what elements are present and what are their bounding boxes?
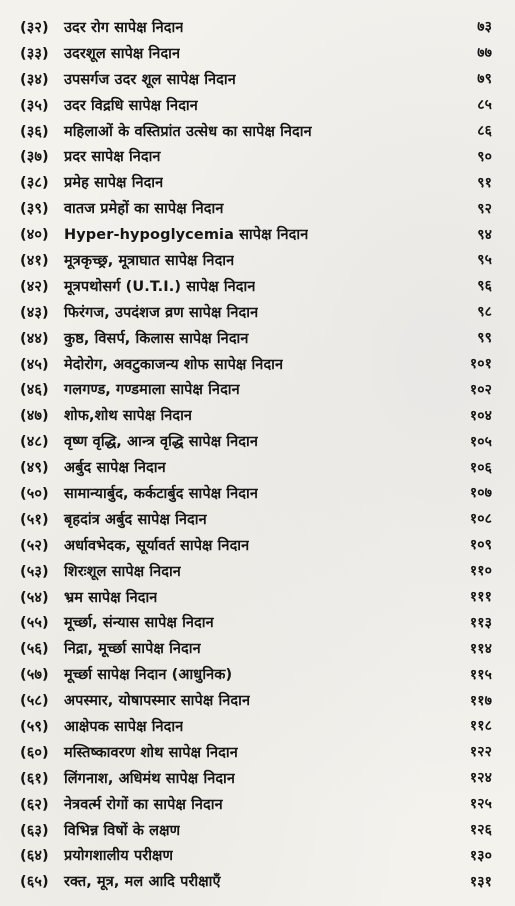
toc-entry-number: (६०) bbox=[20, 744, 49, 761]
toc-entry bbox=[20, 195, 500, 221]
toc-entry-page-number: ९९ bbox=[477, 330, 492, 347]
toc-entry-number: (५३) bbox=[20, 563, 49, 580]
toc-entry-page-number: ७३ bbox=[477, 19, 492, 36]
toc-entry-title: बृहदांत्र अर्बुद सापेक्ष निदान bbox=[64, 511, 207, 528]
toc-entry-number: (४५) bbox=[20, 356, 49, 373]
toc-entry-title: आक्षेपक सापेक्ष निदान bbox=[64, 718, 184, 735]
toc-entry-page-number: ७९ bbox=[477, 71, 492, 88]
toc-entry-number: (६५) bbox=[20, 874, 49, 891]
toc-entry bbox=[20, 428, 500, 454]
toc-entry-heading bbox=[20, 69, 236, 89]
toc-entry-page-number: १०२ bbox=[469, 381, 492, 398]
toc-entry-title: वृष्ण वृद्धि, आन्त्र वृद्धि सापेक्ष निदान bbox=[64, 434, 258, 451]
toc-entry-page-number: ११० bbox=[469, 563, 492, 580]
toc-entry-title: अपस्मार, योषापस्मार सापेक्ष निदान bbox=[64, 693, 251, 710]
toc-entry-number: (६१) bbox=[20, 770, 49, 787]
toc-entry-title: प्रमेह सापेक्ष निदान bbox=[64, 175, 164, 192]
toc-entry-page-number: १११ bbox=[469, 589, 492, 606]
toc-entry-title: रक्त, मूत्र, मल आदि परीक्षाएँ bbox=[64, 874, 221, 891]
toc-entry-page-number: १०८ bbox=[469, 511, 492, 528]
toc-entry bbox=[20, 14, 500, 40]
toc-entry bbox=[20, 739, 500, 765]
toc-entry bbox=[20, 143, 500, 169]
toc-entry-page-number: ९४ bbox=[477, 226, 492, 243]
toc-entry-page-number: ११३ bbox=[469, 614, 492, 631]
toc-entry-title: मेदोरोग, अवटुकाजन्य शोफ सापेक्ष निदान bbox=[64, 356, 284, 373]
toc-entry-title: प्रयोगशालीय परीक्षण bbox=[64, 848, 174, 865]
toc-entry-title: फिरंगज, उपदंशज व्रण सापेक्ष निदान bbox=[64, 304, 259, 321]
toc-entry-number: (४७) bbox=[20, 408, 49, 425]
toc-entry bbox=[20, 273, 500, 299]
toc-entry-heading bbox=[20, 354, 283, 374]
toc-entry bbox=[20, 661, 500, 687]
toc-entry-title: निद्रा, मूर्च्छा सापेक्ष निदान bbox=[64, 641, 201, 658]
toc-entry-title: विभिन्न विषों के लक्षण bbox=[64, 822, 181, 839]
toc-entry bbox=[20, 92, 500, 118]
toc-entry-heading bbox=[20, 587, 157, 607]
toc-entry-title: शिरःशूल सापेक्ष निदान bbox=[64, 563, 181, 580]
toc-entry-page-number: १३१ bbox=[469, 873, 492, 890]
toc-entry-number: (३९) bbox=[20, 201, 49, 218]
toc-entry bbox=[20, 169, 500, 195]
toc-entry-heading bbox=[20, 43, 180, 63]
toc-entry bbox=[20, 868, 500, 894]
toc-entry bbox=[20, 325, 500, 351]
toc-entry-page-number: ९५ bbox=[477, 252, 492, 269]
toc-entry-number: (५०) bbox=[20, 485, 49, 502]
toc-entry-title: भ्रम सापेक्ष निदान bbox=[64, 589, 158, 606]
toc-entry-title: शोफ,शोथ सापेक्ष निदान bbox=[64, 408, 193, 425]
toc-entry-number: (४६) bbox=[20, 382, 49, 399]
toc-entry-heading bbox=[20, 612, 214, 632]
toc-entry-number: (६३) bbox=[20, 822, 49, 839]
toc-entry-title: उदर विद्रधि सापेक्ष निदान bbox=[64, 97, 198, 114]
toc-entry-page-number: ८५ bbox=[477, 97, 492, 114]
table-of-contents bbox=[20, 14, 500, 894]
toc-entry-heading bbox=[20, 121, 312, 141]
toc-entry-number: (४९) bbox=[20, 460, 49, 477]
toc-entry-heading bbox=[20, 742, 238, 762]
toc-entry-page-number: ९८ bbox=[477, 304, 492, 321]
toc-entry-number: (४८) bbox=[20, 434, 49, 451]
toc-entry-title: मूर्च्छा, संन्यास सापेक्ष निदान bbox=[64, 615, 214, 632]
toc-entry bbox=[20, 532, 500, 558]
toc-entry-number: (३३) bbox=[20, 45, 49, 62]
toc-entry-page-number: १२५ bbox=[469, 796, 492, 813]
toc-entry-title: मूर्च्छा सापेक्ष निदान (आधुनिक) bbox=[64, 667, 233, 684]
toc-entry-number: (५६) bbox=[20, 641, 49, 658]
toc-entry bbox=[20, 221, 500, 247]
toc-entry-title: कुष्ठ, विसर्प, किलास सापेक्ष निदान bbox=[64, 330, 249, 347]
toc-entry bbox=[20, 817, 500, 843]
toc-entry-number: (५२) bbox=[20, 537, 49, 554]
toc-entry-page-number: ९६ bbox=[477, 278, 492, 295]
toc-entry-heading bbox=[20, 664, 232, 684]
toc-entry-number: (५५) bbox=[20, 615, 49, 632]
toc-entry-title: उदरशूल सापेक्ष निदान bbox=[64, 45, 181, 62]
toc-entry-title: उपसर्गज उदर शूल सापेक्ष निदान bbox=[64, 71, 236, 88]
toc-entry-page-number: १०५ bbox=[469, 433, 492, 450]
toc-entry-heading bbox=[20, 638, 201, 658]
toc-entry-heading bbox=[20, 224, 308, 244]
toc-entry-heading bbox=[20, 716, 183, 736]
toc-entry-heading bbox=[20, 871, 221, 891]
toc-entry-title: मूत्रपथोसर्ग (U.T.I.) सापेक्ष निदान bbox=[64, 278, 256, 295]
toc-entry-number: (४०) bbox=[20, 227, 49, 244]
toc-entry bbox=[20, 40, 500, 66]
toc-entry bbox=[20, 118, 500, 144]
toc-entry-number: (३५) bbox=[20, 97, 49, 114]
toc-entry-number: (३७) bbox=[20, 149, 49, 166]
toc-entry-number: (६२) bbox=[20, 796, 49, 813]
toc-entry-title: Hyper-hypoglycemia सापेक्ष निदान bbox=[64, 227, 309, 244]
toc-entry-title: लिंगनाश, अधिमंथ सापेक्ष निदान bbox=[64, 770, 236, 787]
toc-entry-page-number: ११४ bbox=[469, 640, 492, 657]
toc-entry-heading bbox=[20, 405, 192, 425]
toc-entry-heading bbox=[20, 509, 207, 529]
toc-entry-number: (५१) bbox=[20, 511, 49, 528]
toc-entry-page-number: ११५ bbox=[469, 666, 492, 683]
toc-entry-number: (३२) bbox=[20, 19, 49, 36]
toc-entry-heading bbox=[20, 768, 235, 788]
toc-entry-page-number: १२४ bbox=[469, 770, 492, 787]
toc-entry-page-number: १२२ bbox=[469, 744, 492, 761]
toc-entry-page-number: ८६ bbox=[477, 123, 492, 139]
toc-entry-title: महिलाओं के वस्तिप्रांत उत्सेध का सापेक्ष निदान bbox=[64, 123, 312, 140]
toc-entry-heading bbox=[20, 561, 181, 581]
toc-entry bbox=[20, 609, 500, 635]
toc-entry-heading bbox=[20, 535, 249, 555]
toc-entry-number: (४१) bbox=[20, 252, 49, 269]
toc-entry-page-number: ७७ bbox=[477, 45, 492, 62]
toc-entry-page-number: १०१ bbox=[469, 356, 492, 373]
toc-entry-page-number: ९२ bbox=[477, 200, 492, 217]
toc-entry bbox=[20, 843, 500, 869]
toc-entry bbox=[20, 376, 500, 402]
toc-entry-title: उदर रोग सापेक्ष निदान bbox=[64, 19, 184, 36]
toc-entry bbox=[20, 791, 500, 817]
toc-entry-page-number: ९१ bbox=[477, 174, 492, 191]
toc-entry-heading bbox=[20, 483, 258, 503]
toc-entry bbox=[20, 247, 500, 273]
toc-entry-number: (५४) bbox=[20, 589, 49, 606]
toc-entry bbox=[20, 402, 500, 428]
toc-entry bbox=[20, 713, 500, 739]
toc-entry-number: (५९) bbox=[20, 718, 49, 735]
toc-entry-title: अर्धावभेदक, सूर्यावर्त सापेक्ष निदान bbox=[64, 537, 250, 554]
toc-entry-heading bbox=[20, 172, 163, 192]
toc-entry-title: मूत्रकृच्छ्र, मूत्राघात सापेक्ष निदान bbox=[64, 252, 235, 269]
toc-entry bbox=[20, 454, 500, 480]
toc-entry-title: सामान्यार्बुद, कर्कटार्बुद सापेक्ष निदान bbox=[64, 485, 258, 502]
toc-entry-number: (५७) bbox=[20, 667, 49, 684]
toc-entry-title: नेत्रवर्त्म रोगों का सापेक्ष निदान bbox=[64, 796, 223, 813]
toc-entry-heading bbox=[20, 845, 173, 865]
toc-entry bbox=[20, 765, 500, 791]
toc-entry-page-number: ११७ bbox=[469, 692, 492, 709]
toc-entry-number: (५८) bbox=[20, 693, 49, 710]
toc-entry-title: प्रदर सापेक्ष निदान bbox=[64, 149, 161, 166]
toc-entry-page-number: १०७ bbox=[469, 485, 492, 502]
toc-entry bbox=[20, 584, 500, 610]
toc-entry-page-number: ९० bbox=[477, 148, 492, 165]
toc-entry bbox=[20, 506, 500, 532]
toc-entry-heading bbox=[20, 431, 258, 451]
toc-entry-heading bbox=[20, 794, 223, 814]
toc-entry-heading bbox=[20, 250, 234, 270]
toc-entry-title: वातज प्रमेहों का सापेक्ष निदान bbox=[64, 201, 224, 218]
toc-entry-title: मस्तिष्कावरण शोथ सापेक्ष निदान bbox=[64, 744, 238, 761]
toc-entry-number: (३६) bbox=[20, 123, 49, 140]
toc-entry-number: (३८) bbox=[20, 175, 49, 192]
toc-entry-heading bbox=[20, 276, 255, 296]
toc-entry bbox=[20, 480, 500, 506]
toc-entry-page-number: १०४ bbox=[469, 407, 492, 424]
toc-entry-title: गलगण्ड, गण्डमाला सापेक्ष निदान bbox=[64, 382, 240, 399]
toc-entry-heading bbox=[20, 17, 183, 37]
toc-entry bbox=[20, 687, 500, 713]
toc-entry-page-number: १३० bbox=[469, 847, 492, 864]
toc-entry-heading bbox=[20, 328, 249, 348]
toc-entry-page-number: १०९ bbox=[469, 537, 492, 554]
toc-entry-number: (६४) bbox=[20, 848, 49, 865]
toc-entry-page-number: ११८ bbox=[469, 718, 492, 735]
toc-entry bbox=[20, 299, 500, 325]
toc-entry-number: (३४) bbox=[20, 71, 49, 88]
toc-entry-heading bbox=[20, 302, 258, 322]
toc-entry-number: (४३) bbox=[20, 304, 49, 321]
toc-entry-number: (४४) bbox=[20, 330, 49, 347]
toc-entry-page-number: १०६ bbox=[469, 459, 492, 476]
toc-entry-heading bbox=[20, 95, 198, 115]
toc-entry-heading bbox=[20, 690, 250, 710]
toc-entry bbox=[20, 558, 500, 584]
toc-entry bbox=[20, 635, 500, 661]
toc-entry-number: (४२) bbox=[20, 278, 49, 295]
toc-entry-heading bbox=[20, 457, 166, 477]
toc-entry-heading bbox=[20, 820, 180, 840]
toc-entry-page-number: १२६ bbox=[469, 822, 492, 839]
toc-entry bbox=[20, 351, 500, 377]
toc-entry-heading bbox=[20, 198, 224, 218]
toc-entry-title: अर्बुद सापेक्ष निदान bbox=[64, 460, 166, 477]
toc-entry bbox=[20, 66, 500, 92]
toc-entry-heading bbox=[20, 146, 161, 166]
toc-entry-heading bbox=[20, 379, 240, 399]
